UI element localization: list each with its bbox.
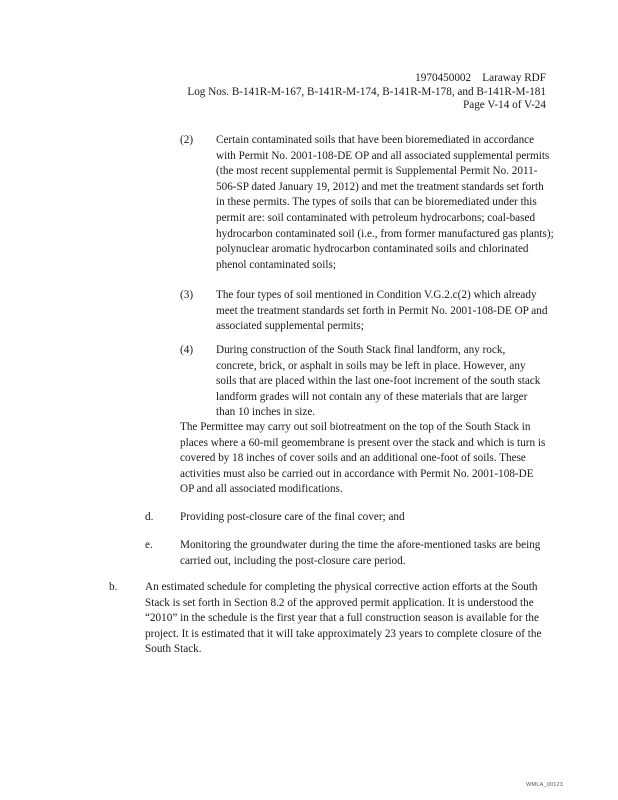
header-page-number: Page V-14 of V-24 (463, 99, 546, 111)
item-3-text: The four types of soil mentioned in Condition V.G.2.c(2) which already meet the treatment standards set forth in Permit No. 2001-108-DE OP and associated supplemental permits; (216, 289, 548, 333)
item-e-text: Monitoring the groundwater during the time the afore-mentioned tasks are being carried out, including the post-closure care period. (180, 539, 541, 567)
item-4-text: During construction of the South Stack final landform, any rock, concrete, brick, or asphalt in soils may be left in place. However, any soils that are placed within the last one-foot increment of the south stack landform grades will not contain any of these materials that are larger than 10 inches in size. (216, 344, 541, 419)
permittee-paragraph: The Permittee may carry out soil biotreatment on the top of the South Stack in places where a 60-mil geomembrane is present over the stack and which is turn is covered by 18 inches of cover soils and an additional one-foot of soils. These activities must also be carried out in accordance with Permit No. 2001-108-DE OP and all associated modifications. (180, 421, 546, 496)
item-d-label: d. (145, 511, 154, 523)
item-d-text: Providing post-closure care of the final cover; and (180, 511, 405, 523)
item-2-number: (2) (180, 134, 194, 146)
header-log-numbers: Log Nos. B-141R-M-167, B-141R-M-174, B-141R-M-178, and B-141R-M-181 (187, 85, 546, 98)
header-facility-id: 1970450002 Laraway RDF (415, 72, 546, 84)
item-3-number: (3) (180, 289, 194, 301)
item-4-number: (4) (180, 344, 194, 356)
item-b-text: An estimated schedule for completing the physical corrective action efforts at the South Stack is set forth in Section 8.2 of the approved permit application. It is understood the “2010” in the schedule is the first year that a full construction season is available for the project. It is estimated that it will take approximately 23 years to complete closure of the South Stack. (145, 581, 542, 656)
item-b-label: b. (109, 581, 118, 593)
item-e-label: e. (145, 539, 153, 551)
page-header (187, 72, 546, 113)
bates-stamp: WMLA_00123 (526, 782, 563, 788)
item-2-text: Certain contaminated soils that have been bioremediated in accordance with Permit No. 2001-108-DE OP and all associated supplemental permits (the most recent supplemental permit is Supplemental Permit No. 2011-506-SP dated January 19, 2012) and met the treatment standards set forth in these permits. The types of soils that can be bioremediated under this permit are: soil contaminated with petroleum hydrocarbons; coal-based hydrocarbon contaminated soil (i.e., from former manufactured gas plants); polynuclear aromatic hydrocarbon contaminated soils and chlorinated phenol contaminated soils; (216, 134, 554, 271)
